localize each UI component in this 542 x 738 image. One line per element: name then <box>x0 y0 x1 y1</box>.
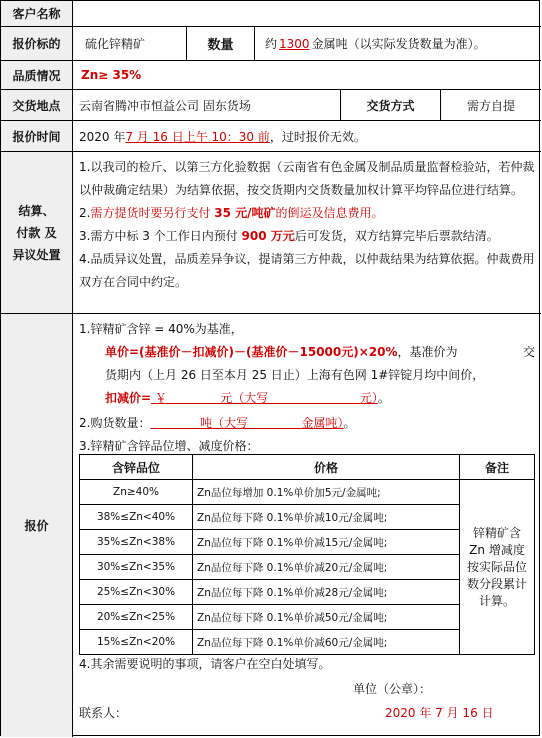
price-cell: Zn品位每下降 0.1%单价减28元/金属吨; <box>193 580 460 605</box>
quote-time-label: 报价时间 <box>1 121 73 151</box>
settlement-item-2-prefix: 2. <box>79 206 91 220</box>
purchase-end: 。 <box>343 416 356 430</box>
unit-seal-label: 单位（公章）： <box>353 682 432 696</box>
delivery-method-label: 交货方式 <box>341 90 441 120</box>
deduct-label: 扣减价= <box>105 391 152 405</box>
price-cell: Zn品位每下降 0.1%单价减10元/金属吨; <box>193 505 460 530</box>
settlement-row <box>1 152 541 314</box>
settlement-item-2-red-suffix: 的倒运及信息费用。 <box>275 206 384 220</box>
quantity-label: 数量 <box>187 27 255 60</box>
price-cell: Zn品位每下降 0.1%单价减15元/金属吨; <box>193 530 460 555</box>
grade-header: 含锌品位 <box>80 455 193 480</box>
settlement-item-3 <box>79 225 535 248</box>
grade-cell: 38%≤Zn<40% <box>80 505 193 530</box>
table-row <box>80 480 535 505</box>
product-label: 报价标的 <box>1 27 73 60</box>
grade-cell: 20%≤Zn<25% <box>80 605 193 630</box>
signature-date: 2020 年 7 月 16 日 <box>385 706 494 720</box>
settlement-item-2-fee: 35 元/吨矿 <box>214 206 276 220</box>
quantity-prefix: 约 <box>265 37 278 51</box>
customer-label: 客户名称 <box>1 1 73 26</box>
delivery-label: 交货地点 <box>1 90 73 120</box>
pricing-label: 报价 <box>1 314 73 737</box>
grade-cell: 15%≤Zn<20% <box>80 630 193 655</box>
quality-value: Zn≥ 35% <box>81 68 142 82</box>
pricing-row <box>1 314 541 737</box>
pricing-formula-tail-end: 交 <box>522 345 535 359</box>
settlement-item-3-prefix: 3.需方中标 3 个工作日内预付 <box>79 229 242 243</box>
settlement-item-4: 4.品质异议处置，品质差异争议，提请第三方仲裁，以仲裁结果为结算依据。仲裁费用双方在合同中约定。 <box>79 252 535 289</box>
price-cell: Zn品位每下降 0.1%单价减20元/金属吨; <box>193 555 460 580</box>
settlement-label-line1: 结算、 <box>18 203 55 218</box>
quote-deadline: 7 月 16 日上午 10：30 前 <box>125 129 270 144</box>
quality-row <box>1 61 541 90</box>
grade-intro: 3.锌精矿含锌品位增、减度价格： <box>79 439 259 453</box>
note-header: 备注 <box>460 455 535 480</box>
grade-cell: 25%≤Zn<30% <box>80 580 193 605</box>
settlement-item-3-suffix: 后可发货，双方结算完毕后票款结清。 <box>294 229 499 243</box>
delivery-method-value: 需方自提 <box>466 98 515 113</box>
pricing-formula-tail: ，基准价为 <box>397 345 458 359</box>
grade-price-table <box>79 454 535 655</box>
product-name: 硫化锌精矿 <box>73 27 187 60</box>
quote-time-suffix: ，过时报价无效。 <box>269 129 366 144</box>
settlement-label-line3: 异议处置 <box>12 247 61 262</box>
pricing-text <box>79 318 535 458</box>
note-cell: 锌精矿含 Zn 增减度按实际品位数分段累计计算。 <box>460 480 535 655</box>
grade-cell: 35%≤Zn<38% <box>80 530 193 555</box>
pricing-purchase-line <box>79 412 535 435</box>
quantity-amount: 1300 <box>279 36 310 51</box>
pricing-formula-expression: 单价=(基准价－扣减价)－(基准价－15000元)×20% <box>105 345 398 359</box>
price-header: 价格 <box>193 455 460 480</box>
settlement-item-2 <box>79 202 535 225</box>
deduct-end: 。 <box>377 391 390 405</box>
other-notes: 4.其余需要说明的事项，请客户在空白处填写。 <box>79 657 331 671</box>
settlement-text <box>79 156 535 294</box>
pricing-deduct-line <box>79 387 535 410</box>
settlement-item-2-red: 需方提货时要另行支付 <box>90 206 215 220</box>
grade-cell: 30%≤Zn<35% <box>80 555 193 580</box>
purchase-quantity-field[interactable]: 吨（大写 金属吨） <box>150 416 344 430</box>
customer-row <box>1 1 541 27</box>
price-cell: Zn品位每增加 0.1%单价加5元/金属吨; <box>193 480 460 505</box>
deduct-value-field[interactable]: ￥ 元（大写 元） <box>151 391 378 405</box>
price-cell: Zn品位每下降 0.1%单价减50元/金属吨; <box>193 605 460 630</box>
contact-label: 联系人： <box>79 706 128 720</box>
quote-time-row <box>1 121 541 152</box>
price-cell: Zn品位每下降 0.1%单价减60元/金属吨; <box>193 630 460 655</box>
pricing-period-line: 货期内（上月 26 日至本月 25 日止）上海有色网 1#锌锭月均中间价， <box>105 368 485 382</box>
pricing-formula <box>79 341 535 364</box>
grade-cell: Zn≥40% <box>80 480 193 505</box>
purchase-label: 2.购货数量： <box>79 416 151 430</box>
quote-time-value <box>73 121 541 151</box>
settlement-item-1: 1.以我司的检斤、以第三方化验数据（云南省有色金属及制品质量监督检验站，若仲裁以仲裁确定结果）为结算依据，按交货期内交货数量加权计算平均锌品位进行结算。 <box>79 160 535 197</box>
grade-table-header <box>80 455 535 480</box>
quality-label: 品质情况 <box>1 61 73 89</box>
delivery-row <box>1 90 541 121</box>
settlement-item-3-amount: 900 万元 <box>241 229 295 243</box>
customer-value-field[interactable] <box>73 1 541 26</box>
settlement-label-line2: 付款 及 <box>16 225 57 240</box>
product-row <box>1 27 541 61</box>
quantity-suffix: 金属吨（以实际发货数量为准）。 <box>311 37 486 51</box>
quote-time-prefix: 2020 年 <box>79 129 126 144</box>
delivery-location: 云南省腾冲市恒益公司 固东货场 <box>73 90 341 120</box>
quantity-value <box>255 27 541 60</box>
settlement-label <box>1 152 73 313</box>
pricing-base-line: 1.锌精矿含锌 = 40%为基准， <box>79 322 243 336</box>
